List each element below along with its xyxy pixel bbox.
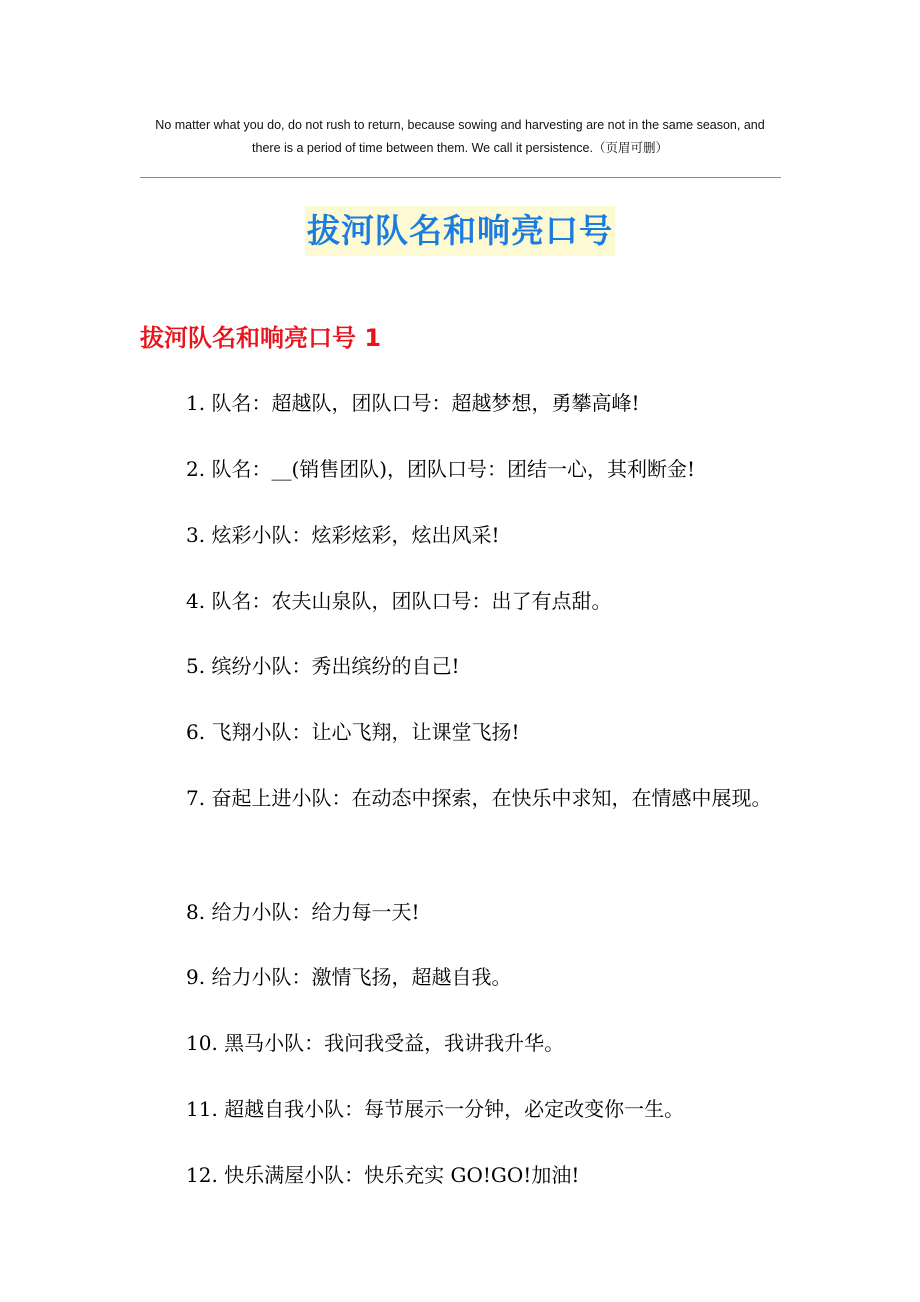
list-item	[140, 517, 790, 553]
list-item-text: 6. 飞翔小队：让心飞翔，让课堂飞扬!	[186, 720, 520, 744]
section-heading: 拔河队名和响亮口号 1	[140, 324, 382, 352]
header-divider	[140, 177, 781, 178]
list-item	[140, 1025, 790, 1061]
document-title-wrapper	[0, 206, 920, 256]
list-item-text: 4. 队名：农夫山泉队，团队口号：出了有点甜。	[186, 589, 612, 613]
list-item	[140, 1091, 790, 1127]
header-note: No matter what you do, do not rush to return, because sowing and harvesting are not in the same season, and there is a period of time between them. We call it persistence.（页眉可删）	[155, 118, 765, 155]
list-item	[140, 385, 790, 421]
list-item-text: 9. 给力小队：激情飞扬，超越自我。	[186, 965, 512, 989]
list-item-text: 8. 给力小队：给力每一天!	[186, 900, 420, 924]
list-item-text: 7. 奋起上进小队：在动态中探索，在快乐中求知，在情感中展现。	[186, 786, 772, 810]
list-item-text: 5. 缤纷小队：秀出缤纷的自己!	[186, 654, 460, 678]
list-item-text: 3. 炫彩小队：炫彩炫彩，炫出风采!	[186, 523, 500, 547]
list-item	[140, 780, 790, 816]
list-item	[140, 583, 790, 619]
list-item-text: 11. 超越自我小队：每节展示一分钟，必定改变你一生。	[186, 1097, 685, 1121]
list-item	[140, 451, 790, 487]
list-item-text: 10. 黑马小队：我问我受益，我讲我升华。	[186, 1031, 565, 1055]
list-item	[140, 714, 790, 750]
list-item	[140, 1157, 790, 1193]
list-item	[140, 648, 790, 684]
list-item	[140, 959, 790, 995]
document-title: 拔河队名和响亮口号	[305, 206, 615, 256]
list-item-text: 1. 队名：超越队，团队口号：超越梦想，勇攀高峰!	[186, 391, 640, 415]
list-item	[140, 894, 790, 930]
list-item-text: 2. 队名：__(销售团队)，团队口号：团结一心，其利断金!	[186, 457, 696, 481]
list-item-text: 12. 快乐满屋小队：快乐充实 GO!GO!加油!	[186, 1163, 580, 1187]
